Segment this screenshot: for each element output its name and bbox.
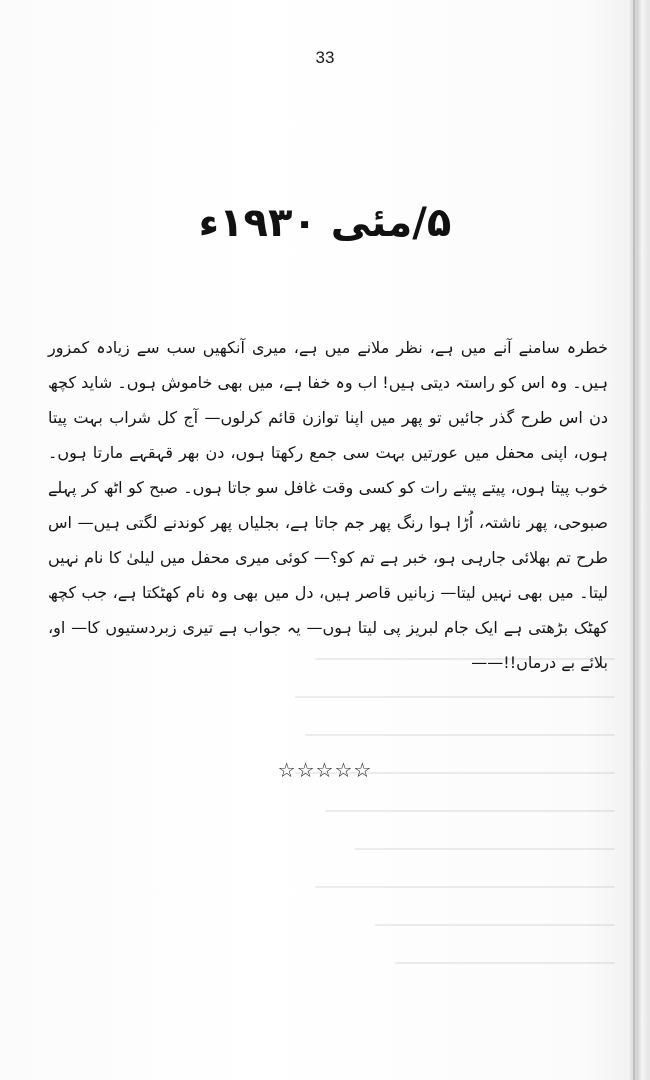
body-paragraph-container <box>48 330 608 680</box>
page-fold-line <box>633 0 635 1080</box>
bleed-through-text <box>295 640 615 1020</box>
page-number: 33 <box>315 48 335 67</box>
section-end-stars: ☆☆☆☆☆ <box>277 758 373 782</box>
chapter-title: ۵/مئی ۱۹۳۰ء <box>198 200 452 246</box>
body-paragraph: خطرہ سامنے آنے میں ہے، نظر ملانے میں ہے، میری آنکھیں سب سے زیادہ کمزور ہیں۔ وہ اس کو راستہ دیتی ہیں! اب وہ خفا ہے، میں بھی خاموش ہوں۔ شاید کچھ دن اس طرح گذر جائیں تو پھر میں اپنا توازن قائم کرلوں— آج کل شراب بہت پیتا ہوں، اپنی محفل میں عورتیں بہت سی جمع رکھتا ہوں، دن بھر قہقہے مارتا ہوں۔ خوب پیتا ہوں، پیتے پیتے رات کو کسی وقت غافل سو جاتا ہوں۔ صبح کو اٹھ کر پہلے صبوحی، پھر ناشتہ، اُڑا ہوا رنگ پھر جم جاتا ہے، بجلیاں پھر کوندنے لگتی ہیں— اس طرح تم بھلائی جارہی ہو، خبر ہے تم کو؟— کوئی میری محفل میں لیلیٰ کا نام نہیں لیتا۔ میں بھی نہیں لیتا— زبانیں قاصر ہیں، دل میں بھی وہ نام کھٹکتا ہے، جب کچھ کھٹک بڑھتی ہے ایک جام لبریز پی لیتا ہوں— یہ جواب ہے تیری زبردستیوں کا— او، بلائے بے درماں!!—— <box>48 338 608 672</box>
